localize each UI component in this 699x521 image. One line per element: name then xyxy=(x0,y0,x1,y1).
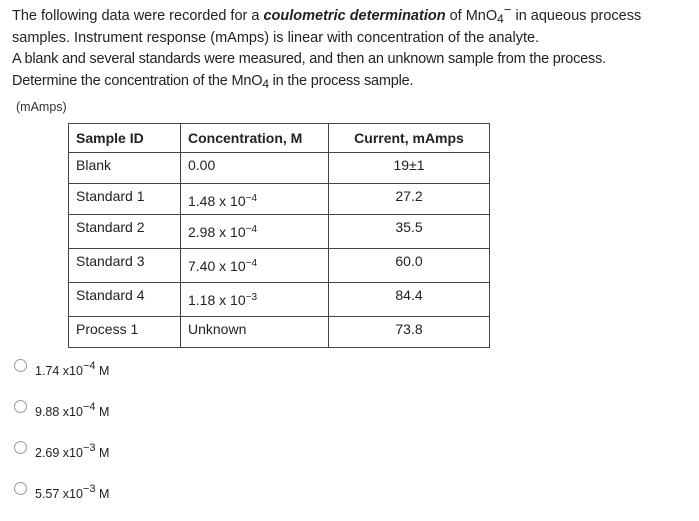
question-line-3: A blank and several standards were measured, and then an unknown sample from the process. xyxy=(12,51,606,67)
question-line-1-end: in aqueous process xyxy=(511,8,642,24)
question-line-4-end: in the process sample. xyxy=(268,72,414,89)
concentration-mantissa: 2.98 x 10 xyxy=(188,224,246,240)
answer-choices xyxy=(14,357,109,521)
formula-subscript: 4 xyxy=(262,76,269,91)
concentration-cell xyxy=(181,249,329,283)
sample-id-cell: Blank xyxy=(69,153,181,184)
question-line-1-start: The following data were recorded for a xyxy=(12,8,264,24)
concentration-mantissa: 7.40 x 10 xyxy=(188,258,246,274)
concentration-exponent: −4 xyxy=(245,224,258,235)
answer-unit: M xyxy=(95,487,110,501)
sample-id-cell: Standard 4 xyxy=(69,283,181,317)
sample-id-cell: Standard 1 xyxy=(69,184,181,215)
concentration-value xyxy=(188,258,257,274)
concentration-value xyxy=(188,292,257,308)
answer-exponent: −3 xyxy=(82,442,96,454)
answer-label[interactable] xyxy=(35,360,110,378)
question-line-1 xyxy=(12,2,692,28)
question-line-4-start: Determine the concentration of the MnO xyxy=(12,72,263,89)
current-cell: 27.2 xyxy=(329,184,490,215)
concentration-mantissa: 1.48 x 10 xyxy=(188,193,246,209)
answer-option-c[interactable] xyxy=(14,439,109,480)
answer-exponent: −3 xyxy=(82,483,96,495)
table-row xyxy=(69,153,490,184)
emphasis-coulometric: coulometric determination xyxy=(263,8,446,24)
table-header-row xyxy=(69,124,490,153)
current-cell: 60.0 xyxy=(329,249,490,283)
answer-option-a[interactable] xyxy=(14,357,109,398)
answer-exponent: −4 xyxy=(82,360,96,372)
answer-mantissa: 1.74 x10 xyxy=(35,364,83,378)
sample-id-cell: Process 1 xyxy=(69,317,181,348)
concentration-cell: Unknown xyxy=(181,317,329,348)
table-row xyxy=(69,317,490,348)
current-cell: 35.5 xyxy=(329,215,490,249)
table-row xyxy=(69,215,490,249)
header-concentration: Concentration, M xyxy=(181,124,329,153)
question-line-1-formula: of MnO xyxy=(445,8,498,24)
question-text xyxy=(12,2,692,92)
answer-option-b[interactable] xyxy=(14,398,109,439)
answer-unit: M xyxy=(95,446,110,460)
answer-mantissa: 9.88 x10 xyxy=(35,405,83,419)
answer-mantissa: 2.69 x10 xyxy=(35,446,83,460)
formula-charge: − xyxy=(503,2,512,17)
concentration-cell xyxy=(181,184,329,215)
table-row xyxy=(69,184,490,215)
answer-mantissa: 5.57 x10 xyxy=(35,487,83,501)
table-row xyxy=(69,283,490,317)
question-line-4 xyxy=(12,71,692,93)
concentration-cell xyxy=(181,215,329,249)
concentration-value xyxy=(188,224,257,240)
answer-unit: M xyxy=(95,364,110,378)
concentration-cell: 0.00 xyxy=(181,153,329,184)
header-sample-id: Sample ID xyxy=(69,124,181,153)
question-line-2: samples. Instrument response (mAmps) is linear with concentration of the analyte. xyxy=(12,29,540,46)
concentration-value xyxy=(188,193,257,209)
radio-button[interactable] xyxy=(14,441,27,454)
concentration-exponent: −4 xyxy=(245,193,258,204)
current-cell: 84.4 xyxy=(329,283,490,317)
current-cell: 73.8 xyxy=(329,317,490,348)
answer-label[interactable] xyxy=(35,401,110,419)
table-row xyxy=(69,249,490,283)
header-current: Current, mAmps xyxy=(329,124,490,153)
answer-label[interactable] xyxy=(35,483,110,501)
current-value: 19±1 xyxy=(393,157,425,173)
current-cell xyxy=(329,153,490,184)
units-note: (mAmps) xyxy=(16,100,67,114)
answer-unit: M xyxy=(95,405,110,419)
radio-button[interactable] xyxy=(14,400,27,413)
answer-label[interactable] xyxy=(35,442,110,460)
concentration-exponent: −4 xyxy=(245,258,258,269)
sample-id-cell: Standard 2 xyxy=(69,215,181,249)
radio-button[interactable] xyxy=(14,359,27,372)
sample-id-cell: Standard 3 xyxy=(69,249,181,283)
concentration-cell xyxy=(181,283,329,317)
concentration-mantissa: 1.18 x 10 xyxy=(188,292,246,308)
formula-subscript: 4 xyxy=(497,12,504,26)
concentration-exponent: −3 xyxy=(245,292,258,303)
calibration-table xyxy=(68,123,490,348)
radio-button[interactable] xyxy=(14,482,27,495)
answer-exponent: −4 xyxy=(82,401,96,413)
